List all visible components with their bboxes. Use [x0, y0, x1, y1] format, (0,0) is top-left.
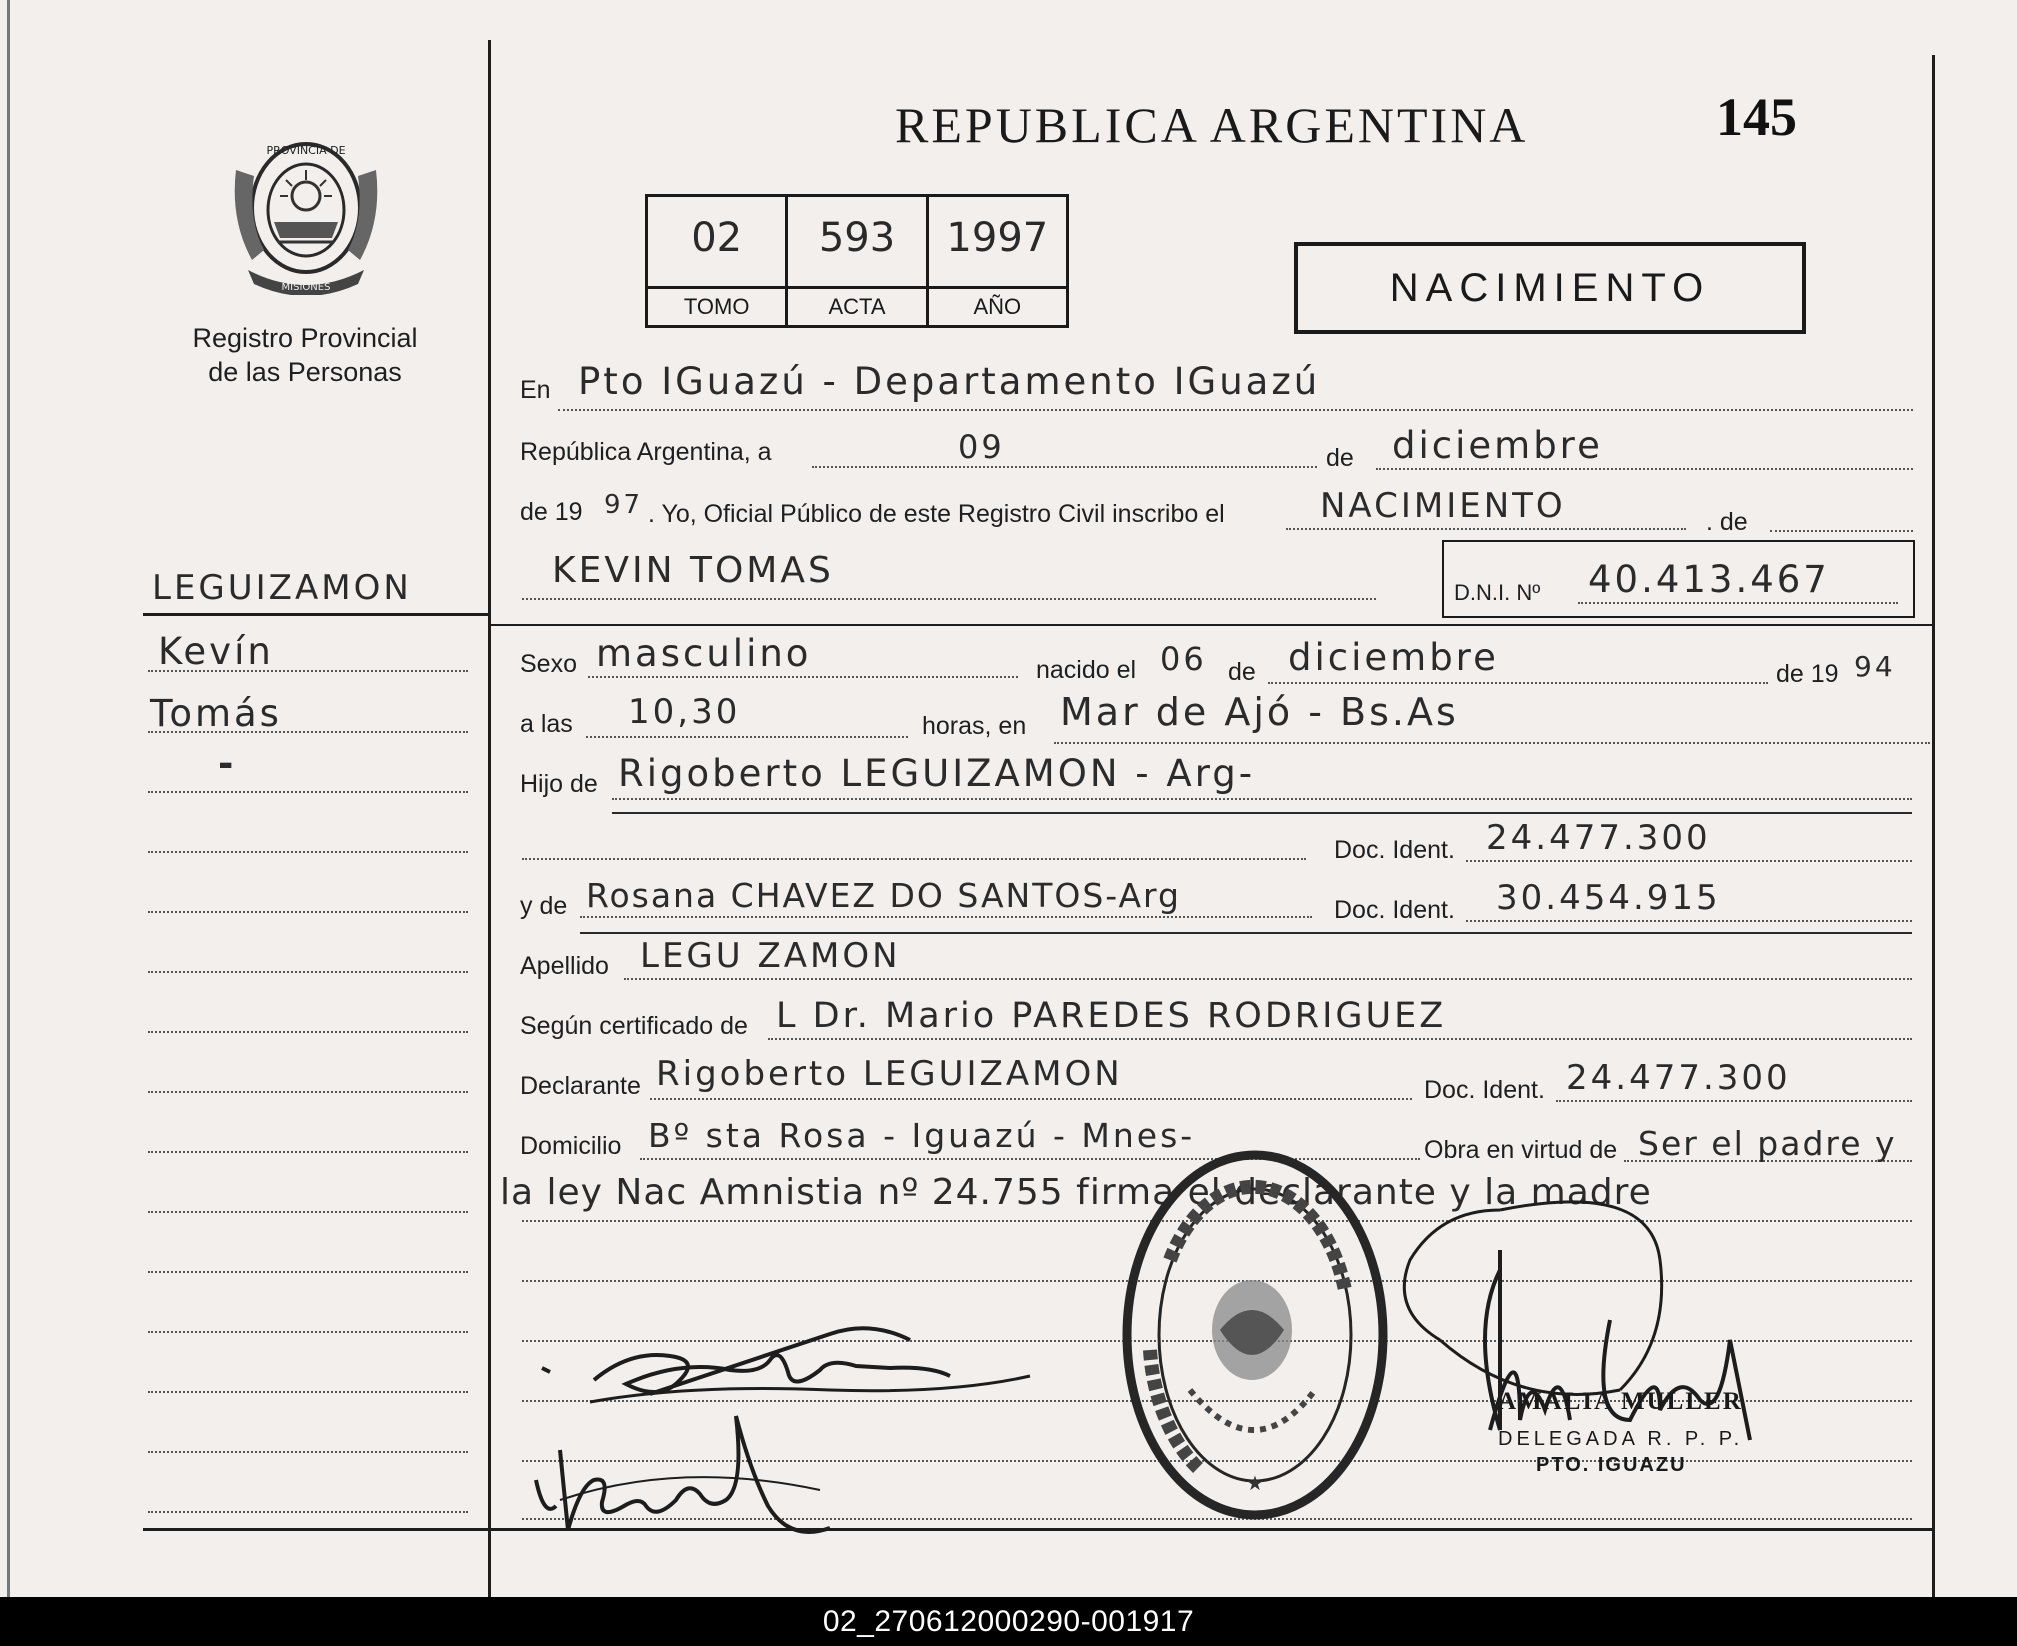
delegate-signature — [1370, 1170, 1830, 1460]
registry-numbers-table — [645, 194, 1069, 328]
anio-value: 1997 — [946, 215, 1049, 261]
declarante-value: Rigoberto LEGUIZAMON — [656, 1054, 1123, 1094]
padre-dots — [612, 798, 1912, 800]
declarante-doc-dots — [1556, 1100, 1912, 1102]
filename-label: 02_270612000290-001917 — [822, 1605, 1195, 1638]
certificado-value: L Dr. Mario PAREDES RODRIGUEZ — [776, 996, 1447, 1036]
margin-line — [148, 1211, 468, 1213]
yde-label: y de — [520, 892, 568, 920]
margin-line — [148, 731, 468, 733]
office-name-line2: de las Personas — [208, 357, 402, 387]
margin-given-name-1: Kevín — [158, 630, 274, 673]
dia-dots — [812, 466, 1317, 468]
segun-label: Según certificado de — [520, 1012, 748, 1040]
margin-line — [148, 1271, 468, 1273]
dni-dots — [1578, 602, 1898, 604]
dni-label: D.N.I. Nº — [1454, 580, 1541, 605]
madre-dots — [580, 916, 1312, 918]
sexo-value: masculino — [596, 632, 812, 675]
left-outer-border — [7, 0, 10, 1597]
margin-line — [148, 1031, 468, 1033]
nombre-dots — [522, 598, 1376, 600]
provincial-coat-of-arms-icon — [228, 130, 384, 295]
anio-label: AÑO — [929, 286, 1066, 325]
padre-doc-value: 24.477.300 — [1486, 818, 1711, 858]
column-divider — [488, 40, 491, 1597]
mother-signature — [530, 1410, 860, 1550]
margin-given-name-3: - — [218, 742, 237, 785]
hora-value: 10,30 — [628, 692, 741, 732]
madre-doc-value: 30.454.915 — [1496, 878, 1721, 918]
act-type-box: NACIMIENTO — [1294, 242, 1806, 334]
margin-surname: LEGUIZAMON — [152, 568, 412, 608]
apellido-dots — [624, 978, 1912, 980]
nacido-label: nacido el — [1036, 656, 1137, 684]
acta-value: 593 — [818, 215, 896, 261]
madre-continuation-rule — [580, 932, 1912, 934]
a-las-label: a las — [520, 710, 573, 738]
declarante-label: Declarante — [520, 1072, 641, 1100]
republica-label: República Argentina, a — [520, 438, 772, 466]
tomo-cell — [648, 197, 788, 325]
lugar-value: Pto IGuazú - Departamento IGuazú — [578, 360, 1321, 403]
dni-value: 40.413.467 — [1588, 558, 1830, 601]
declarant-signature — [530, 1310, 1050, 1420]
margin-given-name-2: Tomás — [150, 692, 282, 735]
margin-line — [148, 1391, 468, 1393]
bottom-rule — [143, 1528, 1932, 1531]
nota-value: la ley Nac Amnistia nº 24.755 firma el declarante y la madre — [500, 1172, 1652, 1213]
nacido-mes: diciembre — [1288, 636, 1499, 679]
acta-label: ACTA — [788, 286, 925, 325]
nombre-value: KEVIN TOMAS — [552, 550, 834, 591]
acta-cell — [788, 197, 928, 325]
en-label: En — [520, 376, 551, 404]
svg-text:★: ★ — [1246, 1473, 1264, 1495]
anio-cell — [929, 197, 1066, 325]
padre-doc-label: Doc. Ident. — [1334, 836, 1455, 864]
margin-line — [148, 971, 468, 973]
inscribo-value: NACIMIENTO — [1320, 486, 1566, 526]
lugar-nac-dots — [1054, 742, 1930, 744]
declarante-dots — [650, 1098, 1412, 1100]
de-year-label: de 19 — [520, 498, 583, 526]
inscribo-dots — [1286, 528, 1686, 530]
official-place: PTO. IGUAZU — [1536, 1454, 1687, 1476]
lugar-nac-value: Mar de Ajó - Bs.As — [1060, 690, 1459, 734]
obra-label: Obra en virtud de — [1424, 1136, 1618, 1164]
right-border — [1932, 55, 1935, 1597]
de-dots — [1770, 530, 1913, 532]
official-title: DELEGADA R. P. P. — [1498, 1428, 1744, 1450]
margin-line — [148, 1151, 468, 1153]
margin-line — [148, 670, 468, 672]
sexo-dots — [588, 676, 1018, 678]
margin-line — [148, 1451, 468, 1453]
padre-extra-dots — [522, 858, 1306, 860]
obra-value: Ser el padre y — [1638, 1124, 1897, 1163]
de-label-1: de — [1326, 444, 1354, 472]
madre-doc-label: Doc. Ident. — [1334, 896, 1455, 924]
apellido-value: LEGU ZAMON — [640, 936, 901, 976]
padre-continuation-rule — [612, 812, 1912, 814]
official-name: AMALIA MULLER — [1498, 1388, 1743, 1415]
margin-line — [148, 1091, 468, 1093]
filename-bar — [0, 1597, 2017, 1646]
apellido-label: Apellido — [520, 952, 609, 980]
office-name-line1: Registro Provincial — [192, 323, 418, 353]
margin-line — [148, 791, 468, 793]
sexo-label: Sexo — [520, 650, 577, 678]
madre-doc-dots — [1466, 920, 1912, 922]
declarante-doc-value: 24.477.300 — [1566, 1058, 1791, 1098]
lugar-dots — [558, 409, 1913, 411]
mes-value: diciembre — [1392, 424, 1603, 467]
margin-line — [148, 1331, 468, 1333]
seal-bottom-text: MISIONES — [281, 282, 331, 293]
hora-dots — [586, 736, 908, 738]
anio-suffix: 97 — [604, 490, 644, 520]
margin-line — [148, 851, 468, 853]
padre-doc-dots — [1466, 860, 1912, 862]
padre-value: Rigoberto LEGUIZAMON - Arg- — [618, 752, 1256, 795]
yo-text: . Yo, Oficial Público de este Registro Civil inscribo el — [648, 500, 1225, 528]
tomo-value: 02 — [691, 215, 743, 261]
horas-label: horas, en — [922, 712, 1027, 740]
nacido-mes-dots — [1268, 682, 1768, 684]
official-stamp-icon — [1110, 1140, 1400, 1530]
domicilio-value: Bº sta Rosa - Iguazú - Mnes- — [648, 1116, 1196, 1155]
tomo-label: TOMO — [648, 286, 785, 325]
madre-value: Rosana CHAVEZ DO SANTOS-Arg — [586, 876, 1181, 915]
seal-top-text: PROVINCIA DE — [266, 144, 346, 157]
body-header-divider — [491, 624, 1932, 626]
nacido-dia: 06 — [1160, 640, 1207, 678]
de-label-2: . de — [1706, 508, 1748, 536]
declarante-doc-label: Doc. Ident. — [1424, 1076, 1545, 1104]
mes-dots — [1376, 468, 1913, 470]
de-label-3: de — [1228, 658, 1256, 686]
de19-label: de 19 — [1776, 660, 1839, 688]
nacido-anio: 94 — [1854, 650, 1896, 683]
hijo-label: Hijo de — [520, 770, 598, 798]
margin-line — [148, 1511, 468, 1513]
certificado-dots — [768, 1038, 1912, 1040]
header-title: REPUBLICA ARGENTINA — [895, 97, 1529, 153]
domicilio-label: Domicilio — [520, 1132, 622, 1160]
margin-header-divider — [143, 613, 488, 616]
dia-value: 09 — [958, 428, 1005, 466]
margin-line — [148, 911, 468, 913]
page-number: 145 — [1716, 87, 1797, 147]
